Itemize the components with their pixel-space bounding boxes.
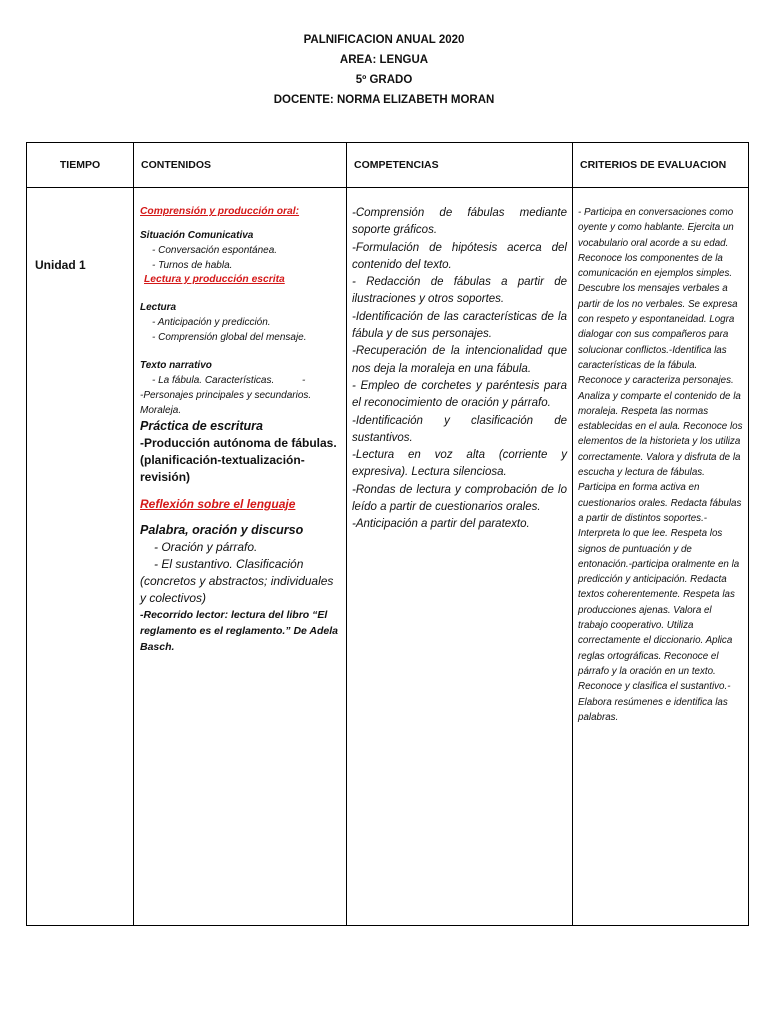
oral-section-title: Comprensión y producción oral: <box>140 206 300 217</box>
contenidos-cell <box>134 188 347 926</box>
list-item: - Anticipación y predicción. <box>152 317 271 328</box>
criterios-cell <box>573 188 749 926</box>
competencia-item: -Lectura en voz alta (corriente y expresiva). Lectura silenciosa. <box>352 449 567 479</box>
competencias-cell <box>347 188 573 926</box>
list-item: - Comprensión global del mensaje. <box>152 332 307 343</box>
competencia-item: -Anticipación a partir del paratexto. <box>352 518 530 531</box>
produccion-text: -Producción autónoma de fábulas. (planificación-textualización-revisión) <box>140 436 337 484</box>
list-item: - El sustantivo. Clasificación <box>154 557 304 571</box>
area-line: AREA: LENGUA <box>339 54 429 66</box>
header-contenidos: CONTENIDOS <box>134 143 347 188</box>
tiempo-cell: Unidad 1 <box>27 188 134 926</box>
criterios-text: - Participa en conversaciones como oyente y como hablante. Ejercita un vocabulario oral acorde a su edad. Reconoce los componentes de la comunicación en ejemplos simples. Descubre los mensajes verbales a partir de los no verbales. Se expresa con respeto y espontaneidad. Logra dialogar con sus compañeros para solucionar conflictos.-Identifica las características de la fábula. Reconoce y caracteriza personajes. Analiza y comparte el contenido de la moraleja. Respeta las normas establecidas en el aula. Reconoce los elementos de la historieta y los utiliza correctamente. Valora y disfruta de la escucha y lectura de fábulas. Participa en forma activa en cuestionarios orales. Redacta fábulas a partir de distintos soportes.-Interpreta lo que lee. Respeta los signos de puntuación y de entonación.-participa oralmente en la predicción y anticipación. Redacta textos coherentemente. Respeta las producciones ajenas. Valora el trabajo cooperativo. Utiliza correctamente el diccionario. Aplica reglas ortográficas. Reconoce el párrafo y la oración en un texto. Reconoce y clasifica el sustantivo.-Elabora resúmenes e identifica las palabras. <box>578 207 743 723</box>
recorrido-lector: -Recorrido lector: lectura del libro “El reglamento es el reglamento.” De Adela Basch. <box>140 609 339 653</box>
escrita-section-title: Lectura y producción escrita <box>144 274 285 285</box>
palabra-continuation: (concretos y abstractos; individuales y colectivos) <box>140 574 334 605</box>
list-item: - Turnos de habla. <box>152 260 233 271</box>
competencia-item: - Empleo de corchetes y paréntesis para el reconocimiento de oración y párrafo. <box>352 379 567 410</box>
list-item: - Conversación espontánea. <box>152 245 278 256</box>
competencia-item: -Formulación de hipótesis acerca del contenido del texto. <box>352 241 567 271</box>
header-tiempo: TIEMPO <box>27 143 134 188</box>
competencia-item: -Identificación y clasificación de sustantivos. <box>352 414 567 444</box>
teacher-line: DOCENTE: NORMA ELIZABETH MORAN <box>273 94 495 106</box>
palabra-heading: Palabra, oración y discurso <box>140 523 304 537</box>
table-row <box>27 188 749 926</box>
competencia-item: -Recuperación de la intencionalidad que nos deja la moraleja en una fábula. <box>352 345 567 375</box>
header-competencias: COMPETENCIAS <box>347 143 573 188</box>
situacion-heading: Situación Comunicativa <box>140 230 254 241</box>
table-header-row <box>27 143 749 188</box>
competencia-item: -Rondas de lectura y comprobación de lo leído a partir de cuestionarios orales. <box>352 483 567 514</box>
document-header <box>0 30 768 110</box>
narrativo-line: -Personajes principales y secundarios. <box>140 390 312 401</box>
header-criterios: CRITERIOS DE EVALUACION <box>573 143 749 188</box>
grade-line: 5º GRADO <box>355 74 413 86</box>
list-item: - Oración y párrafo. <box>154 540 258 554</box>
reflexion-section-title: Reflexión sobre el lenguaje <box>140 497 296 511</box>
competencia-item: -Identificación de las características de la fábula y de sus personajes. <box>352 310 567 341</box>
narrativo-line: Moraleja. <box>140 405 182 416</box>
competencia-item: - Redacción de fábulas a partir de ilustraciones y otros soportes. <box>352 276 567 306</box>
list-item: - La fábula. Características. - <box>152 375 306 386</box>
plan-title: PALNIFICACION ANUAL 2020 <box>303 34 465 46</box>
narrativo-heading: Texto narrativo <box>140 360 212 371</box>
lectura-heading: Lectura <box>140 302 177 313</box>
plan-table <box>26 142 749 926</box>
practica-heading: Práctica de escritura <box>140 419 263 433</box>
competencia-item: -Comprensión de fábulas mediante soporte gráficos. <box>352 207 567 237</box>
